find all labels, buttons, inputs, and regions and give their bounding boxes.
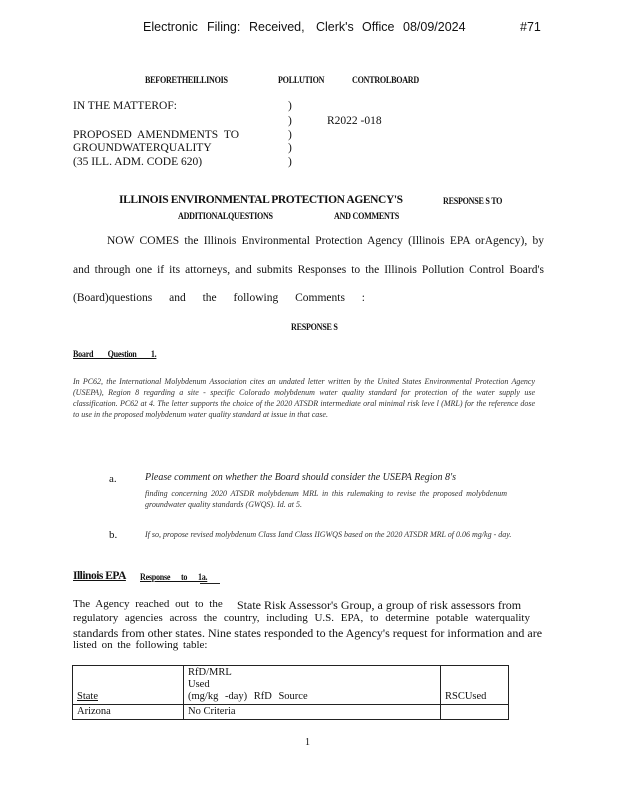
intro-line-1: NOW COMES the Illinois Environmental Protection Agency (Illinois EPA orAgency), by <box>107 235 544 247</box>
header-clerk: Clerk's <box>316 20 354 34</box>
title-responses: RESPONSE S TO <box>443 196 503 206</box>
response-para-line-4: listed on the following table: <box>73 639 208 651</box>
table-cell-state: Arizona <box>73 705 184 720</box>
response-para-line-1a: The Agency reached out to the <box>73 598 223 610</box>
caption-paren: ) <box>288 129 292 141</box>
caption-docket: R2022 -018 <box>327 115 382 127</box>
table-cell-rfd: No Criteria <box>184 705 441 720</box>
title-agency: ILLINOIS ENVIRONMENTAL PROTECTION AGENCY'S <box>119 194 403 206</box>
caption-proposed: PROPOSED AMENDMENTS TO <box>73 129 239 141</box>
header-electronic: Electronic <box>143 20 198 34</box>
caption-code: (35 ILL. ADM. CODE 620) <box>73 156 203 168</box>
question-label: Board Question 1. <box>73 349 157 359</box>
rsc-table <box>72 665 509 720</box>
table-header-row <box>73 666 509 705</box>
table-header-rfd: RfD/MRL Used (mg/kg -day) RfD Source <box>184 666 441 705</box>
header-date: 08/09/2024 <box>403 20 466 34</box>
title-and-comments: AND COMMENTS <box>334 211 399 221</box>
table-cell-rsc <box>441 705 509 720</box>
response-para-line-1b: State Risk Assessor's Group, a group of risk assessors from <box>237 598 522 612</box>
caption-matter: IN THE MATTEROF: <box>73 100 177 112</box>
caption-paren: ) <box>288 142 292 154</box>
question-item-b-letter: b. <box>109 529 118 541</box>
header-doc-number: #71 <box>520 20 541 34</box>
header-received: Received, <box>249 20 305 34</box>
caption-paren: ) <box>288 156 292 168</box>
title-additional: ADDITIONALQUESTIONS <box>178 211 273 221</box>
question-item-a-text: finding concerning 2020 ATSDR molybdenum MRL in this rulemaking to revise the proposed molybdenum groundwater quality standards (GWQS). Id. at 5. <box>145 489 507 509</box>
caption-groundwater: GROUNDWATERQUALITY <box>73 142 212 154</box>
question-item-a-lead: Please comment on whether the Board should consider the USEPA Region 8's <box>145 472 457 483</box>
question-item-a-letter: a. <box>109 473 117 485</box>
board-heading-before: BEFORETHEILLINOIS <box>145 75 228 85</box>
response-label-rest: Response to 1a. <box>140 572 208 582</box>
caption-paren: ) <box>288 115 292 127</box>
intro-line-2: and through one if its attorneys, and submits Responses to the Illinois Pollution Control Board's <box>73 264 544 276</box>
intro-line-3: (Board)questions and the following Comments : <box>73 292 365 304</box>
board-heading-control: CONTROLBOARD <box>352 75 419 85</box>
board-heading-pollution: POLLUTION <box>278 75 325 85</box>
response-underline <box>200 583 220 584</box>
table-header-state: State <box>73 666 184 705</box>
responses-heading: RESPONSE S <box>291 322 338 332</box>
header-office: Office <box>362 20 395 34</box>
caption-paren: ) <box>288 100 292 112</box>
question-item-b-text: If so, propose revised molybdenum Class Iand Class IIGWQS based on the 2020 ATSDR MRL of 0.06 mg/kg - day. <box>145 530 512 539</box>
response-label: Illinois EPA <box>73 570 126 582</box>
table-header-rsc: RSCUsed <box>441 666 509 705</box>
header-filing: Filing: <box>207 20 241 34</box>
question-text: In PC62, the International Molybdenum Association cites an undated letter written by the United States Environmental Protection Agency (USEPA), Region 8 regarding a site - specific Colorado molybdenum water quality standard for protection of the water supply use classification. PC62 at 4. The letter supports the choice of the 2020 ATSDR intermediate oral minimal risk leve l (MRL) for the reference dose to use in the proposed molybdenum water quality standard at issue in that case. <box>73 377 535 419</box>
table-row <box>73 705 509 720</box>
response-para-line-3: standards from other states. Nine states responded to the Agency's request for information and are <box>73 626 543 640</box>
page-number: 1 <box>305 737 310 748</box>
response-para-line-2: regulatory agencies across the country, including U.S. EPA, to determine potable waterquality <box>73 612 530 624</box>
